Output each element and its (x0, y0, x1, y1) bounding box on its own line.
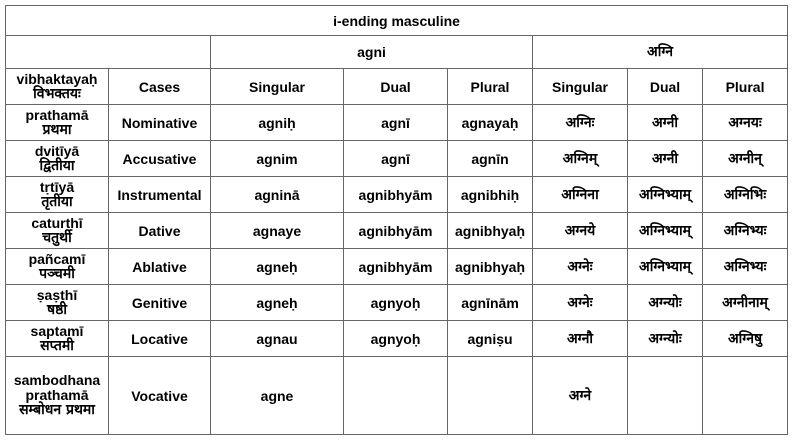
case-name: Ablative (109, 249, 211, 285)
table-row-vocative (6, 357, 788, 435)
singular-form: agne (211, 357, 344, 435)
table-row (6, 141, 788, 177)
table-row (6, 105, 788, 141)
dev-dual-form: अग्न्योः (628, 285, 703, 321)
dev-singular-form: अग्ने (533, 357, 628, 435)
vibhakti-header (6, 69, 109, 105)
table-row (6, 177, 788, 213)
vibhakti-label: vibhaktayaḥ (16, 70, 98, 87)
case-name: Instrumental (109, 177, 211, 213)
vibhakti-name-dev: सप्तमी (40, 337, 74, 354)
dev-dual-form: अग्नी (628, 105, 703, 141)
vibhakti-name-line1: sambodhana (13, 372, 101, 388)
vibhakti-name (6, 249, 109, 285)
plural-form (448, 357, 533, 435)
dev-plural-form: अग्निषु (703, 321, 788, 357)
dual-form: agnī (344, 105, 448, 141)
dual-form: agnibhyām (344, 177, 448, 213)
translit-group-header: agni (211, 36, 533, 69)
dev-plural-form: अग्नीनाम् (703, 285, 788, 321)
case-name: Nominative (109, 105, 211, 141)
table-row (6, 321, 788, 357)
dev-dual-form: अग्नी (628, 141, 703, 177)
plural-form: agnīnām (448, 285, 533, 321)
vibhakti-name-dev: द्वितीया (39, 157, 75, 174)
vibhakti-name-latin: ṣaṣṭhī (36, 286, 78, 303)
dev-dual-form: अग्निभ्याम् (628, 177, 703, 213)
plural-form: agniṣu (448, 321, 533, 357)
plural-header: Plural (448, 69, 533, 105)
singular-form: agnim (211, 141, 344, 177)
singular-form: agnau (211, 321, 344, 357)
dev-singular-form: अग्नये (533, 213, 628, 249)
dual-form: agnyoḥ (344, 285, 448, 321)
vibhakti-name-dev: तृतीया (41, 193, 73, 210)
vibhakti-name-dev: सम्बोधन प्रथमा (19, 402, 95, 418)
vibhakti-name-latin: tṛtīyā (39, 178, 75, 195)
dev-plural-form: अग्नयः (703, 105, 788, 141)
devanagari-group-header: अग्नि (533, 36, 788, 69)
dev-plural-form: अग्निभिः (703, 177, 788, 213)
dev-singular-header: Singular (533, 69, 628, 105)
vibhakti-name (6, 141, 109, 177)
dev-plural-header: Plural (703, 69, 788, 105)
vibhakti-name (6, 213, 109, 249)
case-name: Accusative (109, 141, 211, 177)
declension-table (5, 5, 788, 435)
case-name: Locative (109, 321, 211, 357)
dev-singular-form: अग्नेः (533, 249, 628, 285)
case-name: Dative (109, 213, 211, 249)
dual-form (344, 357, 448, 435)
dev-dual-form: अग्न्योः (628, 321, 703, 357)
table-row (6, 285, 788, 321)
dual-form: agnibhyām (344, 249, 448, 285)
plural-form: agnibhiḥ (448, 177, 533, 213)
vibhakti-name-latin: pañcamī (28, 250, 86, 267)
dual-form: agnyoḥ (344, 321, 448, 357)
plural-form: agnayaḥ (448, 105, 533, 141)
vibhakti-name-dev: चतुर्थी (42, 229, 72, 246)
singular-form: agneḥ (211, 249, 344, 285)
vibhakti-name-latin: caturthī (31, 214, 83, 231)
dual-form: agnī (344, 141, 448, 177)
vibhakti-name (6, 285, 109, 321)
vibhakti-name (6, 105, 109, 141)
vibhakti-name-line2: prathamā (25, 387, 89, 403)
table-row (6, 213, 788, 249)
dev-plural-form: अग्निभ्यः (703, 249, 788, 285)
singular-form: agneḥ (211, 285, 344, 321)
singular-header: Singular (211, 69, 344, 105)
vibhakti-name (6, 357, 109, 435)
vibhakti-name (6, 177, 109, 213)
plural-form: agnīn (448, 141, 533, 177)
dev-singular-form: अग्निः (533, 105, 628, 141)
dev-dual-form (628, 357, 703, 435)
singular-form: agnaye (211, 213, 344, 249)
dual-header: Dual (344, 69, 448, 105)
cases-header: Cases (109, 69, 211, 105)
dev-plural-form: अग्नीन् (703, 141, 788, 177)
case-name: Genitive (109, 285, 211, 321)
dev-dual-form: अग्निभ्याम् (628, 249, 703, 285)
case-name: Vocative (109, 357, 211, 435)
singular-form: agniḥ (211, 105, 344, 141)
dev-plural-form: अग्निभ्यः (703, 213, 788, 249)
plural-form: agnibhyaḥ (448, 249, 533, 285)
dev-singular-form: अग्निना (533, 177, 628, 213)
vibhakti-name (6, 321, 109, 357)
dev-dual-header: Dual (628, 69, 703, 105)
vibhakti-name-latin: saptamī (30, 322, 84, 339)
plural-form: agnibhyaḥ (448, 213, 533, 249)
vibhakti-name-latin: prathamā (25, 106, 89, 123)
singular-form: agninā (211, 177, 344, 213)
dev-singular-form: अग्निम् (533, 141, 628, 177)
vibhakti-name-latin: dvitīyā (34, 142, 80, 159)
blank-corner-cell (6, 36, 211, 69)
table-row (6, 249, 788, 285)
vibhakti-name-dev: षष्ठी (47, 301, 67, 318)
dev-singular-form: अग्नेः (533, 285, 628, 321)
dual-form: agnibhyām (344, 213, 448, 249)
dev-dual-form: अग्निभ्याम् (628, 213, 703, 249)
dev-plural-form (703, 357, 788, 435)
dev-singular-form: अग्नौ (533, 321, 628, 357)
vibhakti-name-dev: प्रथमा (42, 121, 72, 138)
table-title: i-ending masculine (6, 6, 788, 36)
vibhakti-name-dev: पञ्चमी (39, 265, 75, 282)
vibhakti-label-dev: विभक्तयः (33, 85, 81, 102)
